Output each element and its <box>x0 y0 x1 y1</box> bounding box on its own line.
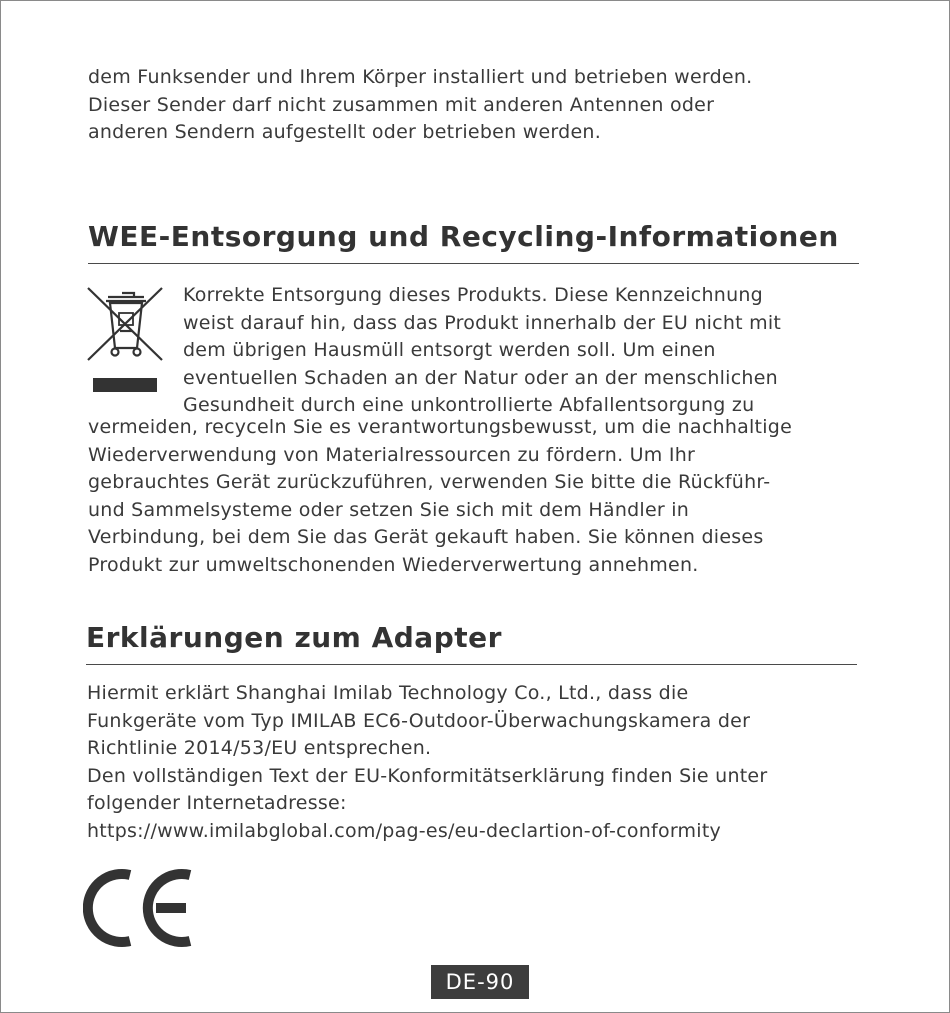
text-line: Den vollständigen Text der EU-Konformitätserklärung finden Sie unter <box>87 764 768 787</box>
text-line: Richtlinie 2014/53/EU entsprechen. <box>87 737 432 759</box>
text-line: vermeiden, recyceln Sie es verantwortungsbewusst, um die nachhaltige <box>88 416 793 438</box>
section-divider <box>88 263 859 264</box>
text-line: gebrauchtes Gerät zurückzuführen, verwenden Sie bitte die Rückführ- <box>88 471 771 493</box>
text-line: Gesundheit durch eine unkontrollierte Abfallentsorgung zu <box>183 394 755 416</box>
text-line: Wiederverwendung von Materialressourcen zu fördern. Um Ihr <box>88 443 696 466</box>
text-line: Funkgeräte vom Typ IMILAB EC6-Outdoor-Überwachungskamera der <box>87 709 751 732</box>
text-line: folgender Internetadresse: <box>87 792 347 814</box>
text-line: dem übrigen Hausmüll entsorgt werden soll. Um einen <box>183 339 716 361</box>
section-divider <box>86 664 857 665</box>
text-line: Produkt zur umweltschonenden Wiederverwertung annehmen. <box>88 553 699 576</box>
weee-paragraph-full <box>88 414 792 579</box>
weee-heading: WEE-Entsorgung und Recycling-Informationen <box>88 220 839 253</box>
text-line: Dieser Sender darf nicht zusammen mit anderen Antennen oder <box>88 93 715 116</box>
weee-paragraph-indented <box>183 282 781 420</box>
adapter-paragraph <box>87 680 767 845</box>
adapter-heading: Erklärungen zum Adapter <box>86 621 502 654</box>
text-line: anderen Sendern aufgestellt oder betrieben werden. <box>88 121 601 143</box>
text-line: dem Funksender und Ihrem Körper installiert und betrieben werden. <box>88 66 753 88</box>
text-line: Korrekte Entsorgung dieses Produkts. Diese Kennzeichnung <box>183 284 763 306</box>
text-line: Hiermit erklärt Shanghai Imilab Technology Co., Ltd., dass die <box>87 682 689 704</box>
conformity-url[interactable]: https://www.imilabglobal.com/pag-es/eu-declartion-of-conformity <box>87 819 722 842</box>
text-line: Verbindung, bei dem Sie das Gerät gekauft haben. Sie können dieses <box>88 526 764 548</box>
text-line: weist darauf hin, dass das Produkt innerhalb der EU nicht mit <box>183 311 782 334</box>
top-paragraph <box>88 64 752 147</box>
text-line: und Sammelsysteme oder setzen Sie sich mit dem Händler in <box>88 498 690 521</box>
ce-mark-icon <box>83 867 199 953</box>
crossed-out-wheelie-bin-icon <box>86 286 166 402</box>
text-line: eventuellen Schaden an der Natur oder an der menschlichen <box>183 366 778 389</box>
page-number-badge: DE-90 <box>431 965 529 999</box>
